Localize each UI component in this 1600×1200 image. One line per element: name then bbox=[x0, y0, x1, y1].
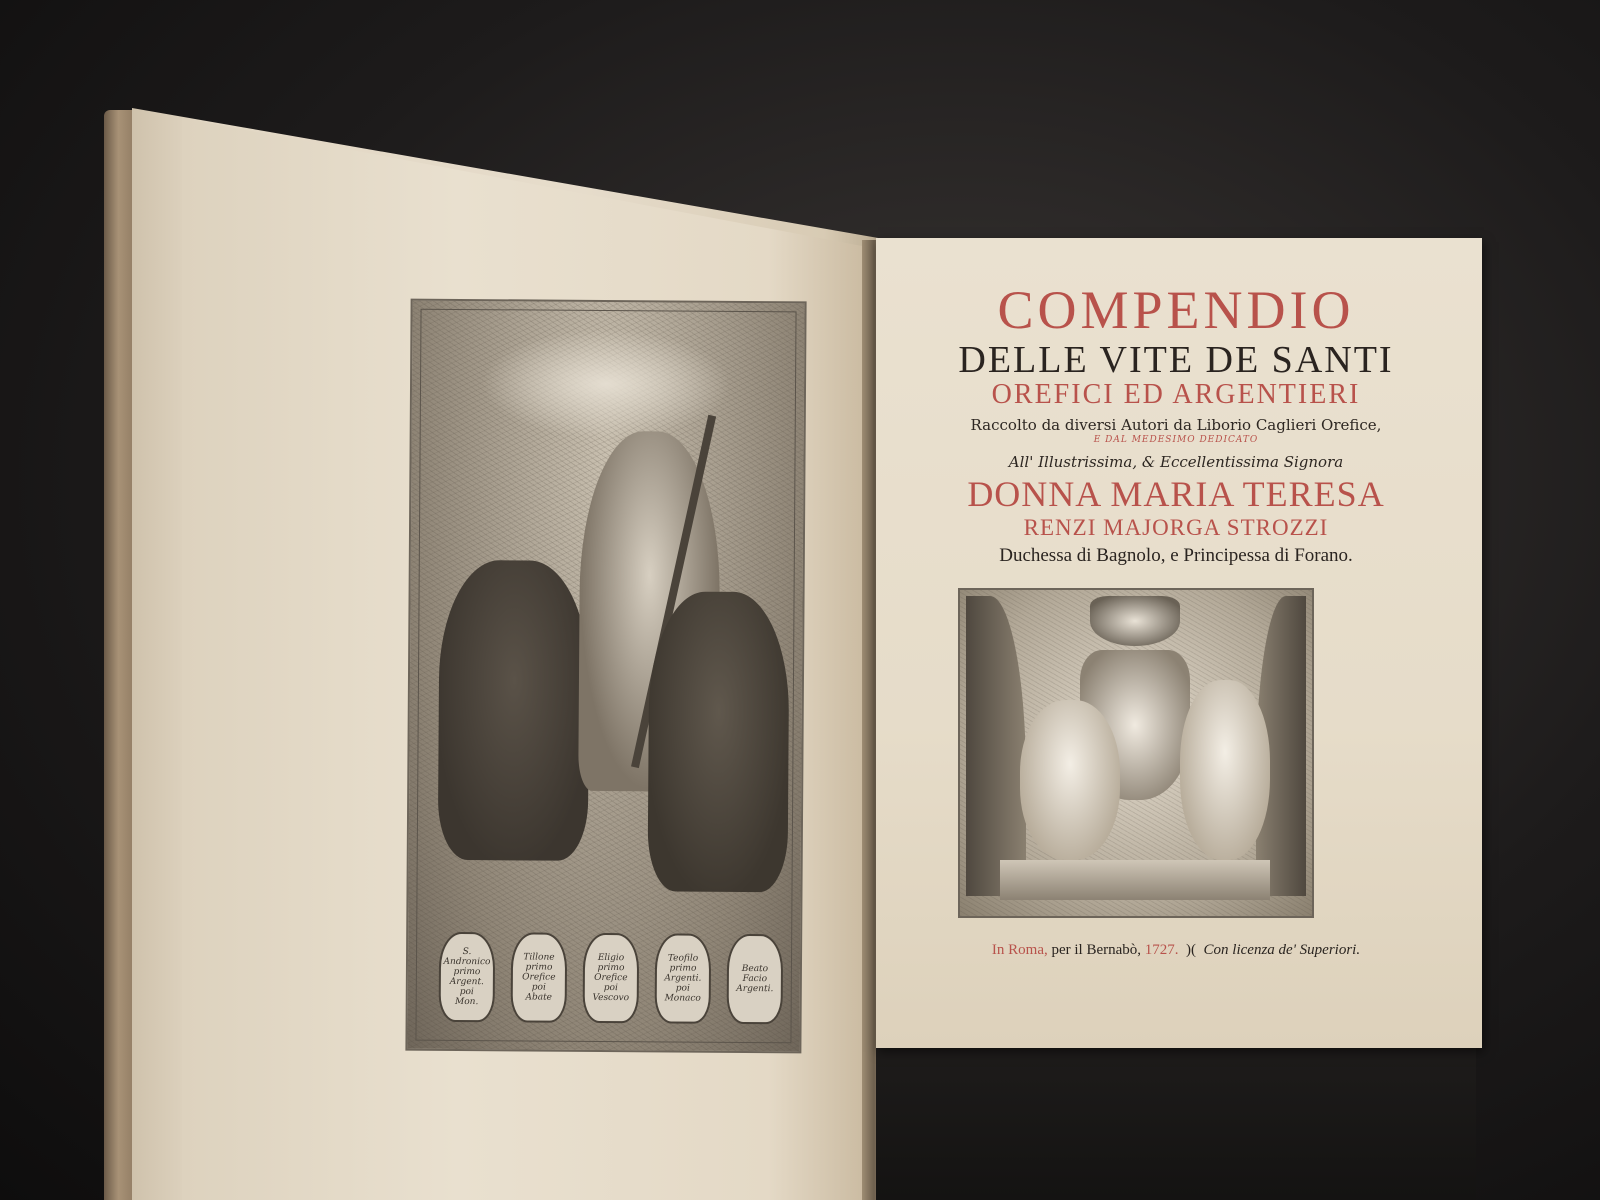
cartouche-eligio: Eligio primo Orefice poi Vescovo bbox=[583, 933, 640, 1023]
dedication-line: E DAL MEDESIMO DEDICATO bbox=[1093, 435, 1259, 445]
imprint-year: 1727. bbox=[1144, 942, 1179, 958]
cartouche-teofilo: Teofilo primo Argenti. poi Monaco bbox=[655, 933, 712, 1023]
coat-of-arms-vignette bbox=[958, 588, 1314, 918]
putto-with-wreath bbox=[1180, 680, 1270, 860]
engraving-frame bbox=[415, 309, 796, 1044]
imprint-place: In Roma, bbox=[991, 942, 1048, 958]
address-line: All' Illustrissima, & Eccellentissima Signora bbox=[1008, 453, 1344, 471]
imprint-licence: Con licenza de' Superiori. bbox=[1203, 942, 1361, 958]
dedicatee-name: DONNA MARIA TERESA bbox=[967, 474, 1385, 514]
dedicatee-titles: Duchessa di Bagnolo, e Principessa di Forano. bbox=[999, 545, 1353, 566]
cartouche-facio: Beato Facio Argenti. bbox=[727, 934, 784, 1024]
kneeling-saint-right bbox=[647, 591, 789, 892]
cloud-with-cherubs bbox=[481, 328, 732, 440]
title-compendio: COMPENDIO bbox=[997, 280, 1355, 340]
author-line: Raccolto da diversi Autori da Liborio Caglieri Orefice, bbox=[970, 416, 1382, 434]
cartouche-row bbox=[431, 902, 792, 1025]
shadow-under-pages bbox=[876, 1040, 1476, 1200]
cartouche-andronico: S. Andronico primo Argent. poi Mon. bbox=[439, 932, 496, 1022]
putto-with-trumpet bbox=[1020, 700, 1120, 860]
curtain-left bbox=[966, 596, 1026, 896]
cartouche-tillone: Tillone primo Orefice poi Abate bbox=[511, 932, 568, 1022]
title-block bbox=[876, 280, 1476, 568]
imprint-line bbox=[876, 942, 1476, 959]
frontispiece-engraving bbox=[405, 299, 806, 1054]
ducal-crown bbox=[1090, 596, 1180, 646]
imprint-printer: per il Bernabò, bbox=[1051, 942, 1142, 958]
title-orefici: OREFICI ED ARGENTIERI bbox=[991, 379, 1361, 410]
title-delle-vite: DELLE VITE DE SANTI bbox=[958, 339, 1394, 381]
stone-pedestal bbox=[1000, 860, 1270, 900]
dedicatee-surname: RENZI MAJORGA STROZZI bbox=[1023, 515, 1329, 540]
kneeling-saint-left bbox=[438, 560, 590, 861]
imprint-separator: )( bbox=[1186, 942, 1197, 958]
